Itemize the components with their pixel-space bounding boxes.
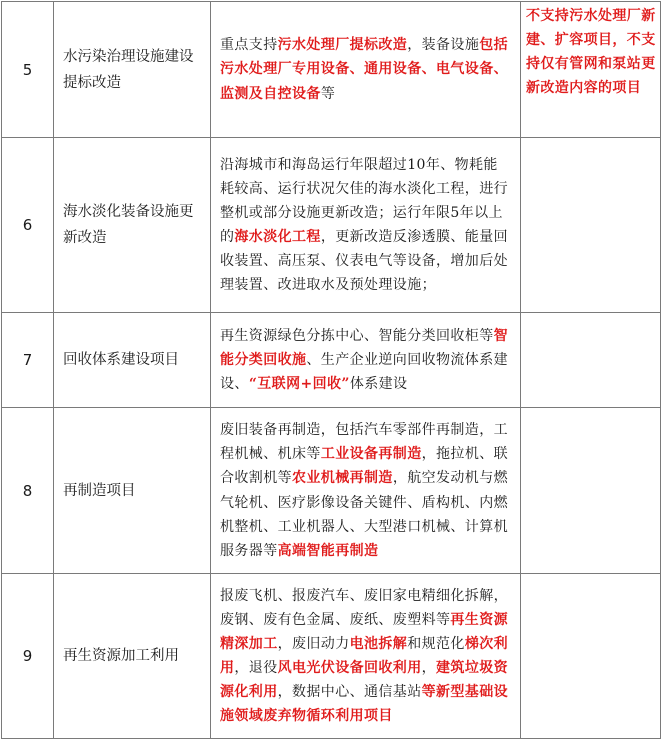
highlight-text: 农业机械再制造 bbox=[292, 470, 393, 487]
body-text: 体系建设 bbox=[349, 376, 408, 393]
project-note: 不支持污水处理厂新建、扩容项目，不支持仅有管网和泵站更新改造内容的项目 bbox=[521, 2, 661, 138]
project-content bbox=[211, 574, 521, 739]
body-text: 重点支持 bbox=[220, 37, 278, 54]
body-text: 废旧装备再制造，包括汽车零部件再制造，工程机械、机床等 bbox=[220, 422, 508, 463]
highlight-text: 梯次利用 bbox=[220, 635, 509, 676]
table-row bbox=[2, 408, 661, 574]
row-number: 8 bbox=[2, 408, 54, 574]
body-text: 和规范化 bbox=[407, 635, 465, 652]
project-note bbox=[521, 408, 661, 574]
row-number: 7 bbox=[2, 313, 54, 408]
highlight-text: “互联网+回收” bbox=[248, 376, 350, 393]
table-row bbox=[2, 313, 661, 408]
body-text: ，航空发动机与燃气轮机、医疗影像设备关键件、盾构机、内燃机整机、工业机器人、大型港口机械、计算机服务器等 bbox=[220, 470, 509, 559]
highlight-text: 风电光伏设备回收利用 bbox=[277, 660, 422, 676]
row-number: 5 bbox=[2, 2, 54, 138]
highlight-text: 等新型基础设施领域废弃物循环利用项目 bbox=[220, 684, 509, 725]
body-text: ，装备设施 bbox=[407, 37, 480, 54]
highlight-text: 工业设备再制造 bbox=[320, 446, 422, 463]
project-name: 再生资源加工利用 bbox=[54, 574, 211, 739]
body-text: ， bbox=[421, 660, 437, 676]
project-content bbox=[211, 2, 521, 138]
table-row bbox=[2, 138, 661, 313]
body-text: ，拖拉机、联合收割机等 bbox=[220, 446, 509, 487]
body-text: 报废飞机、报废汽车、废旧家电精细化拆解，废钢、废有色金属、废纸、废塑料等 bbox=[220, 587, 508, 628]
row-number: 6 bbox=[2, 138, 54, 313]
body-text: 等 bbox=[320, 85, 336, 102]
body-text: ，数据中心、通信基站 bbox=[277, 684, 422, 701]
body-text: ，废旧动力 bbox=[277, 635, 350, 652]
highlight-text: 智能分类回收施 bbox=[220, 327, 509, 368]
highlight-text: 高端智能再制造 bbox=[277, 542, 379, 559]
highlight-text: 再生资源精深加工 bbox=[220, 611, 509, 652]
project-content bbox=[211, 313, 521, 408]
project-name: 水污染治理设施建设提标改造 bbox=[54, 2, 211, 138]
row-number: 9 bbox=[2, 574, 54, 739]
highlight-text: 包括污水处理厂专用设备、通用设备、电气设备、监测及自控设备 bbox=[220, 37, 509, 102]
project-content bbox=[211, 138, 521, 313]
project-table bbox=[1, 1, 661, 739]
body-text: ，退役 bbox=[234, 660, 278, 676]
table-row bbox=[2, 2, 661, 138]
highlight-text: 建筑垃圾资源化利用 bbox=[220, 660, 509, 701]
body-text: 沿海城市和海岛运行年限超过10年、物耗能耗较高、运行状况欠佳的海水淡化工程，进行整机或部分设施更新改造；运行年限5年以上的 bbox=[220, 156, 508, 245]
project-name: 回收体系建设项目 bbox=[54, 313, 211, 408]
body-text: 再生资源绿色分拣中心、智能分类回收柜等 bbox=[220, 327, 494, 344]
body-text: ，更新改造反渗透膜、能量回收装置、高压泵、仪表电气等设备，增加后处理装置、改进取水及预处理设施； bbox=[220, 229, 509, 294]
project-content bbox=[211, 408, 521, 574]
highlight-text: 电池拆解 bbox=[349, 635, 408, 652]
project-note bbox=[521, 574, 661, 739]
project-note bbox=[521, 313, 661, 408]
project-name: 海水淡化装备设施更新改造 bbox=[54, 138, 211, 313]
project-note bbox=[521, 138, 661, 313]
body-text: 、生产企业逆向回收物流体系建设、 bbox=[220, 351, 509, 393]
highlight-text: 污水处理厂提标改造 bbox=[277, 37, 408, 54]
table-row bbox=[2, 574, 661, 739]
highlight-text: 海水淡化工程 bbox=[234, 229, 321, 245]
project-name: 再制造项目 bbox=[54, 408, 211, 574]
